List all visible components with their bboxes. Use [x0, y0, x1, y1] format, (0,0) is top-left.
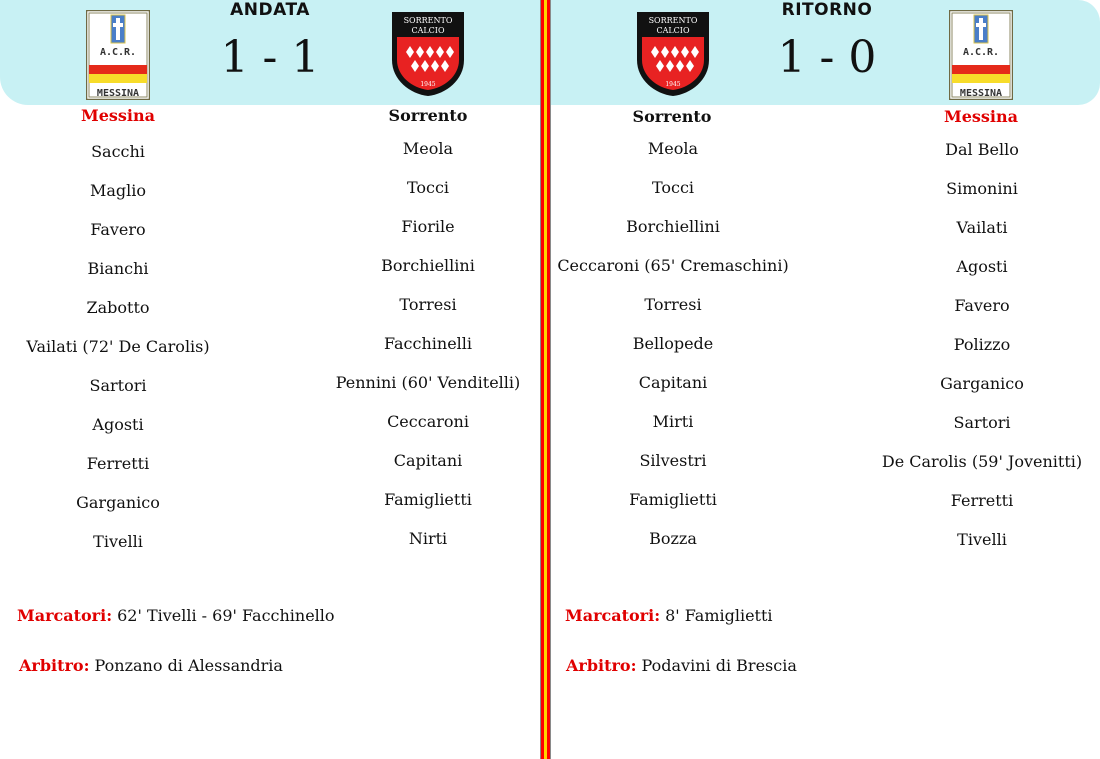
scorers-label: Marcatori: [17, 606, 113, 625]
messina-logo-top-text: A.C.R. [962, 47, 1000, 58]
player-name: Polizzo [953, 335, 1011, 354]
player-name: Simonini [946, 179, 1018, 198]
player-name: Nirti [408, 529, 448, 548]
player-name: Capitani [638, 373, 708, 392]
andata-away-lineup [298, 138, 558, 567]
scorers-value: 62' Tivelli - 69' Facchinello [117, 606, 335, 625]
player-name: Tocci [651, 178, 695, 197]
messina-crest-icon [86, 10, 150, 100]
player-name: Bianchi [87, 259, 149, 278]
messina-crest-icon [949, 10, 1013, 100]
sorrento-logo-year: 1945 [420, 81, 436, 88]
sorrento-crest-icon [635, 10, 711, 98]
player-name: Ferretti [950, 491, 1014, 510]
player-name: Vailati [956, 218, 1008, 237]
ritorno-panel [551, 0, 1100, 759]
andata-referee [19, 656, 283, 675]
andata-title: ANDATA [230, 0, 310, 20]
player-name: Maglio [89, 181, 147, 200]
player-name: Silvestri [639, 451, 707, 470]
messina-logo-bottom-text: MESSINA [959, 88, 1003, 99]
player-name: Ceccaroni (65' Cremaschini) [557, 256, 789, 275]
player-name: Bozza [649, 529, 697, 548]
player-name: Ceccaroni [387, 412, 469, 431]
player-name: Fiorile [401, 217, 455, 236]
referee-value: Ponzano di Alessandria [94, 656, 283, 675]
ritorno-away-lineup [852, 139, 1100, 568]
player-name: De Carolis (59' Jovenitti) [881, 452, 1083, 471]
sorrento-logo-year: 1945 [665, 81, 681, 88]
player-name: Borchiellini [626, 217, 720, 236]
player-name: Agosti [92, 415, 144, 434]
referee-label: Arbitro: [19, 656, 90, 675]
sorrento-logo-top-text: SORRENTO [648, 16, 698, 25]
andata-score: 1 - 1 [220, 32, 320, 83]
player-name: Torresi [644, 295, 702, 314]
player-name: Sartori [89, 376, 147, 395]
ritorno-score: 1 - 0 [777, 32, 877, 83]
andata-panel [0, 0, 540, 759]
player-name: Sartori [953, 413, 1011, 432]
player-name: Meola [402, 139, 454, 158]
player-name: Tocci [406, 178, 450, 197]
player-name: Tivelli [957, 530, 1007, 549]
player-name: Garganico [76, 493, 160, 512]
ritorno-home-team: Sorrento [632, 107, 712, 126]
sorrento-logo-mid-text: CALCIO [656, 26, 690, 35]
player-name: Mirti [652, 412, 694, 431]
player-name: Famiglietti [629, 490, 717, 509]
player-name: Vailati (72' De Carolis) [26, 337, 210, 356]
player-name: Sacchi [91, 142, 145, 161]
player-name: Favero [90, 220, 146, 239]
player-name: Pennini (60' Venditelli) [335, 373, 521, 392]
player-name: Garganico [940, 374, 1024, 393]
player-name: Dal Bello [945, 140, 1019, 159]
ritorno-home-lineup [543, 138, 803, 567]
sorrento-logo-top-text: SORRENTO [403, 16, 453, 25]
andata-home-team: Messina [81, 106, 155, 125]
andata-scorers [17, 606, 335, 625]
player-name: Bellopede [632, 334, 714, 353]
scorers-value: 8' Famiglietti [665, 606, 773, 625]
player-name: Ferretti [86, 454, 150, 473]
andata-away-team: Sorrento [388, 106, 468, 125]
ritorno-scorers [565, 606, 773, 625]
player-name: Zabotto [86, 298, 150, 317]
referee-label: Arbitro: [566, 656, 637, 675]
player-name: Tivelli [93, 532, 143, 551]
player-name: Agosti [956, 257, 1008, 276]
player-name: Borchiellini [381, 256, 475, 275]
referee-value: Podavini di Brescia [641, 656, 797, 675]
messina-logo-bottom-text: MESSINA [96, 88, 140, 99]
player-name: Meola [647, 139, 699, 158]
player-name: Capitani [393, 451, 463, 470]
scorers-label: Marcatori: [565, 606, 661, 625]
sorrento-logo-mid-text: CALCIO [411, 26, 445, 35]
player-name: Famiglietti [384, 490, 472, 509]
andata-home-lineup [0, 141, 248, 570]
ritorno-referee [566, 656, 797, 675]
ritorno-away-team: Messina [944, 107, 1018, 126]
player-name: Favero [954, 296, 1010, 315]
player-name: Facchinelli [383, 334, 473, 353]
ritorno-title: RITORNO [781, 0, 873, 20]
sorrento-crest-icon [390, 10, 466, 98]
messina-logo-top-text: A.C.R. [99, 47, 137, 58]
player-name: Torresi [399, 295, 457, 314]
